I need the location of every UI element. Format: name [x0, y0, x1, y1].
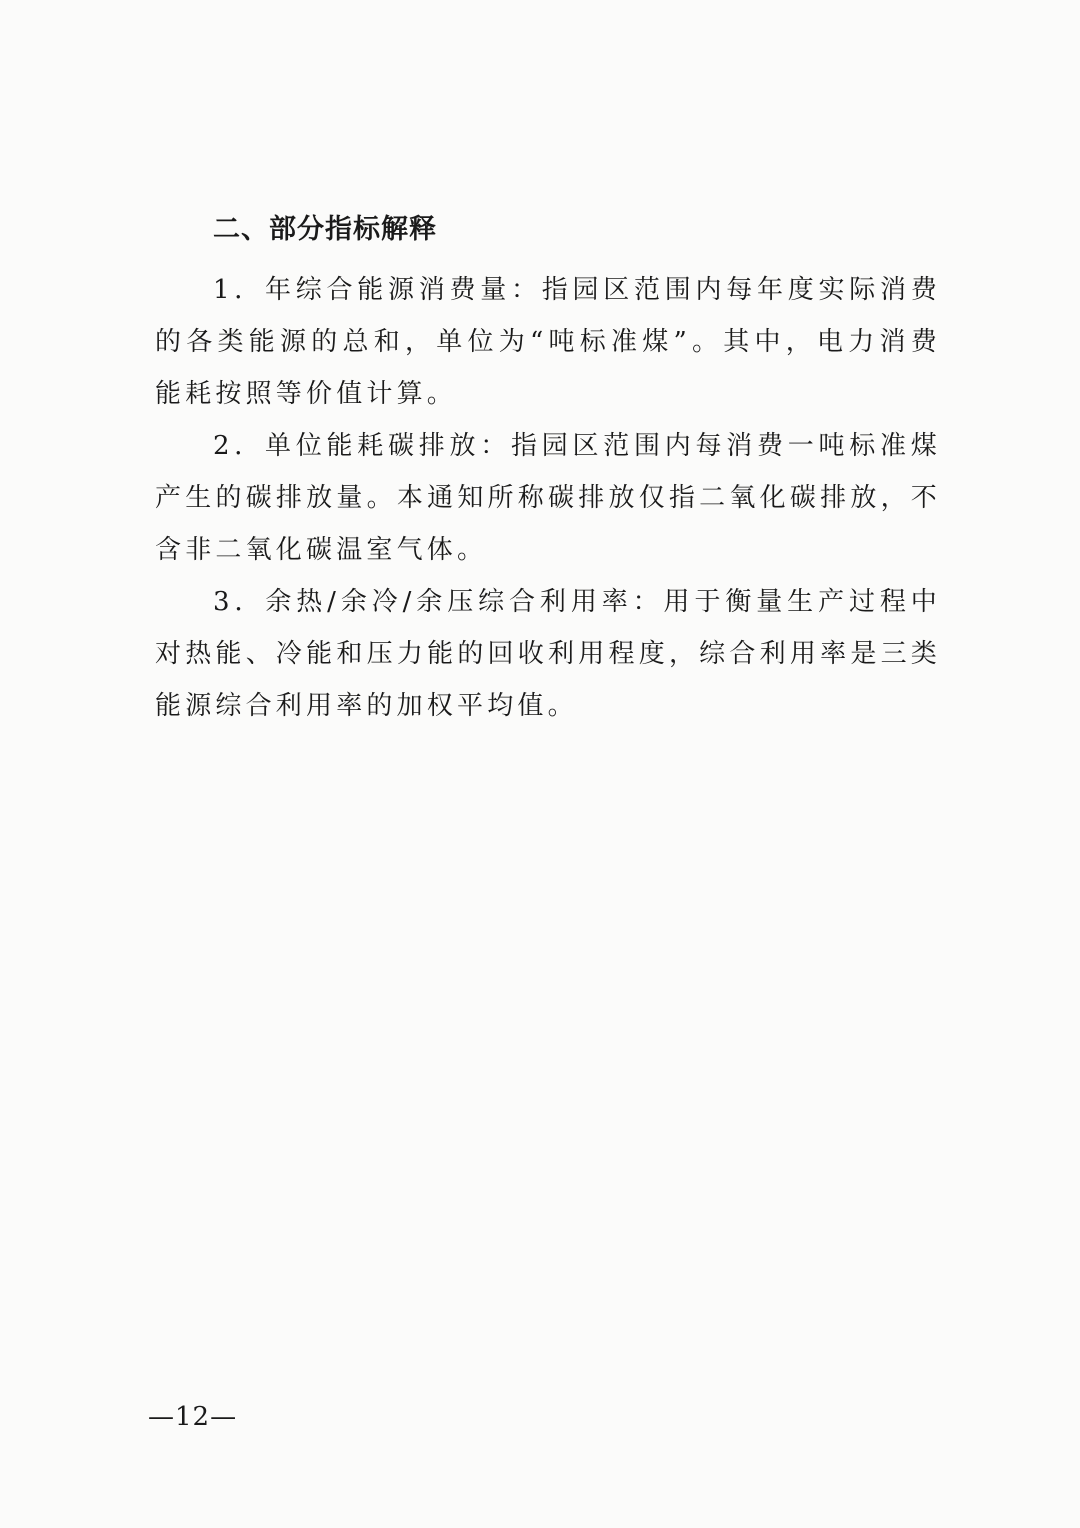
item-number: 3．	[213, 587, 266, 617]
item-number: 1．	[213, 275, 266, 305]
item-definition: 指园区范围内每消费一吨标准煤产生的碳排放量。本通知所称碳排放仅指二氧化碳排放，不含非二氧化碳温室气体。	[155, 431, 941, 565]
page-number: —12—	[148, 1402, 238, 1432]
item-definition: 用于衡量生产过程中对热能、冷能和压力能的回收利用程度，综合利用率是三类能源综合利用率的加权平均值。	[155, 587, 941, 721]
item-definition: 指园区范围内每年度实际消费的各类能源的总和，单位为“吨标准煤”。其中，电力消费能耗按照等价值计算。	[155, 275, 941, 409]
item-term: 年综合能源消费量：	[265, 275, 542, 305]
item-term: 余热/余冷/余压综合利用率：	[265, 587, 664, 617]
item-term: 单位能耗碳排放：	[265, 431, 512, 461]
indicator-list	[155, 264, 941, 732]
indicator-item-annual-energy-consumption	[155, 264, 941, 420]
indicator-item-waste-heat-utilization	[155, 576, 941, 732]
indicator-item-carbon-per-energy	[155, 420, 941, 576]
item-number: 2．	[213, 431, 266, 461]
section-heading: 二、部分指标解释	[213, 214, 437, 245]
